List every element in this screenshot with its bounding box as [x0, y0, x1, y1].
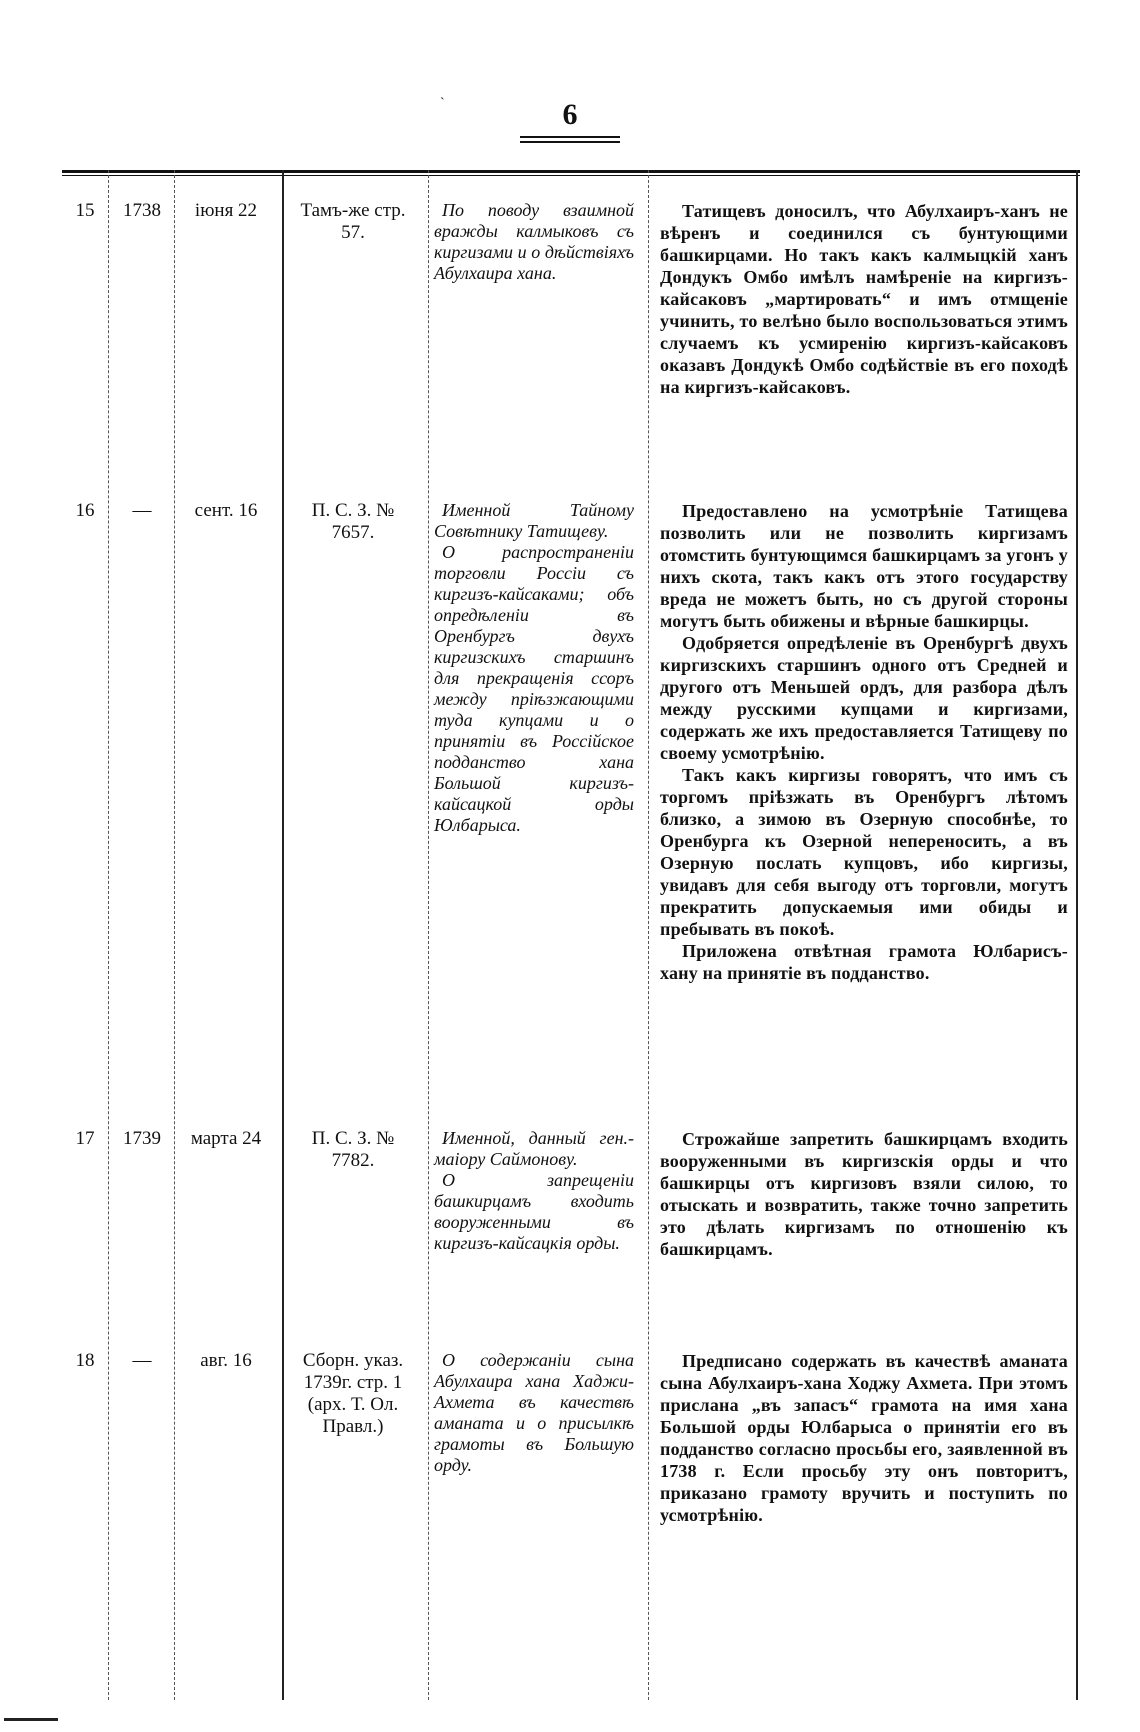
- entry-year: 1738: [123, 200, 161, 221]
- entry-year: 1739: [123, 1128, 161, 1149]
- entry-title-paragraph: О распространенiи торговли Россiи съ киргизъ-кайсаками; объ опредѣленiи въ Оренбургъ двухъ киргизскихъ старшинъ для прекращенiя ссоръ между прiѣзжающими туда купцами и о принятiи въ Россiйское подданство хана Большой киргизъ-кайсацкой орды Юлбарыса.: [434, 542, 634, 835]
- column-divider: [648, 170, 649, 1700]
- entry-summary: [660, 200, 1068, 398]
- column-divider: [428, 170, 429, 1700]
- entry-title: [434, 200, 634, 284]
- entry-number: 15: [75, 200, 95, 221]
- entry-summary-paragraph: Предоставлено на усмотрѣнiе Татищева позволить или не позволить киргизамъ отомстить бунтующимся башкирцамъ за угонъ у нихъ скота, такъ какъ отъ этого государству вреда не можетъ быть, но съ другой стороны могутъ быть обижены и вѣрные башкирцы.: [660, 501, 1068, 631]
- entry-source: Сборн. указ. 1739г. стр. 1 (арх. Т. Ол. Правл.): [302, 1350, 404, 1437]
- entry-title: [434, 1128, 634, 1254]
- stray-mark: `: [440, 96, 445, 111]
- page-number-rule-1: [520, 136, 620, 138]
- entry-summary-paragraph: Предписано содержать въ качествѣ аманата сына Абулхаиръ-хана Ходжу Ахмета. При этомъ прислана „въ запасъ“ грамота на имя хана Большой орды Юлбарыса о принятiи его въ подданство согласно просьбы его, заявленной въ 1738 г. Если просьбу эту онъ повторитъ, приказано грамоту вручить и поступить по усмотрѣнiю.: [660, 1351, 1068, 1525]
- entry-number: 17: [75, 1128, 95, 1149]
- entry-date: сент. 16: [194, 500, 258, 521]
- page-number-rule-2: [520, 141, 620, 143]
- entry-year: —: [132, 500, 152, 521]
- entry-summary: [660, 500, 1068, 984]
- entry-summary-paragraph: Татищевъ доносилъ, что Абулхаиръ-ханъ не вѣренъ и соединился съ бунтующими башкирцами. Но такъ какъ калмыцкiй ханъ Дондукъ Омбо имѣлъ намѣренiе на киргизъ-кайсаковъ „мартировать“ и имъ отмщенiе учинить, то велѣно было воспользоваться этимъ случаемъ къ усмиренiю киргизъ-кайсаковъ оказавъ Дондукѣ Омбо содѣйствiе въ его походѣ на киргизъ-кайсаковъ.: [660, 201, 1068, 397]
- entry-title: [434, 500, 634, 836]
- entry-title: [434, 1350, 634, 1476]
- entry-date: iюня 22: [194, 200, 258, 221]
- entry-number: 16: [75, 500, 95, 521]
- entry-title-paragraph: Именной, данный ген.-маiору Саймонову.: [434, 1128, 634, 1169]
- entry-date: марта 24: [190, 1128, 262, 1149]
- table-top-rule: [62, 170, 1080, 173]
- entry-summary-paragraph: Такъ какъ киргизы говорятъ, что имъ съ торгомъ прiѣзжать въ Оренбургъ лѣтомъ близко, а зимою въ Озерную способнѣе, то Оренбурга къ Озерной непереносить, а въ Озерную послать купцовъ, ибо киргизы, увидавъ для себя выгоду отъ торговли, могутъ прекратить допускаемыя ими обиды и пребывать въ покоѣ.: [660, 765, 1068, 939]
- entry-summary: [660, 1350, 1068, 1526]
- entry-source: Тамъ-же стр. 57.: [300, 200, 406, 243]
- entry-title-paragraph: О содержанiи сына Абулхаира хана Хаджи-Ахмета въ качествѣ аманата и о присылкѣ грамоты въ Большую орду.: [434, 1350, 634, 1475]
- entry-summary-paragraph: Строжайше запретить башкирцамъ входить вооруженными въ киргизскiя орды и что башкирцы отъ киргизовъ взяли силою, то отыскать и возвратить, также точно запретить это дѣлать киргизамъ по отношенiю къ башкирцамъ.: [660, 1129, 1068, 1259]
- entry-title-paragraph: О запрещенiи башкирцамъ входить вооруженными въ киргизъ-кайсацкiя орды.: [434, 1170, 634, 1253]
- entry-summary: [660, 1128, 1068, 1260]
- column-divider: [1076, 170, 1078, 1700]
- bottom-edge-mark: [4, 1718, 58, 1721]
- column-divider: [174, 170, 175, 1700]
- entry-summary-paragraph: Одобряется опредѣленiе въ Оренбургѣ двухъ киргизскихъ старшинъ одного отъ Средней и другого отъ Меньшей ордъ, для разбора дѣлъ между русскими купцами и киргизами, содержать же ихъ предоставляется Татищеву по своему усмотрѣнiю.: [660, 633, 1068, 763]
- entry-date: авг. 16: [200, 1350, 252, 1371]
- page-number: 6: [562, 98, 578, 131]
- entry-year: —: [132, 1350, 152, 1371]
- column-divider: [108, 170, 109, 1700]
- table-top-rule-thin: [62, 175, 1080, 176]
- entry-summary-paragraph: Приложена отвѣтная грамота Юлбарисъ-хану на принятiе въ подданство.: [660, 941, 1068, 983]
- entry-source: П. С. З. № 7782.: [311, 1128, 395, 1171]
- entry-source: П. С. З. № 7657.: [311, 500, 395, 543]
- entry-number: 18: [75, 1350, 95, 1371]
- column-divider: [282, 170, 284, 1700]
- entry-title-paragraph: Именной Тайному Совѣтнику Татищеву.: [434, 500, 634, 541]
- entry-title-paragraph: По поводу взаимной вражды калмыковъ съ киргизами и о дѣйствiяхъ Абулхаира хана.: [434, 200, 634, 283]
